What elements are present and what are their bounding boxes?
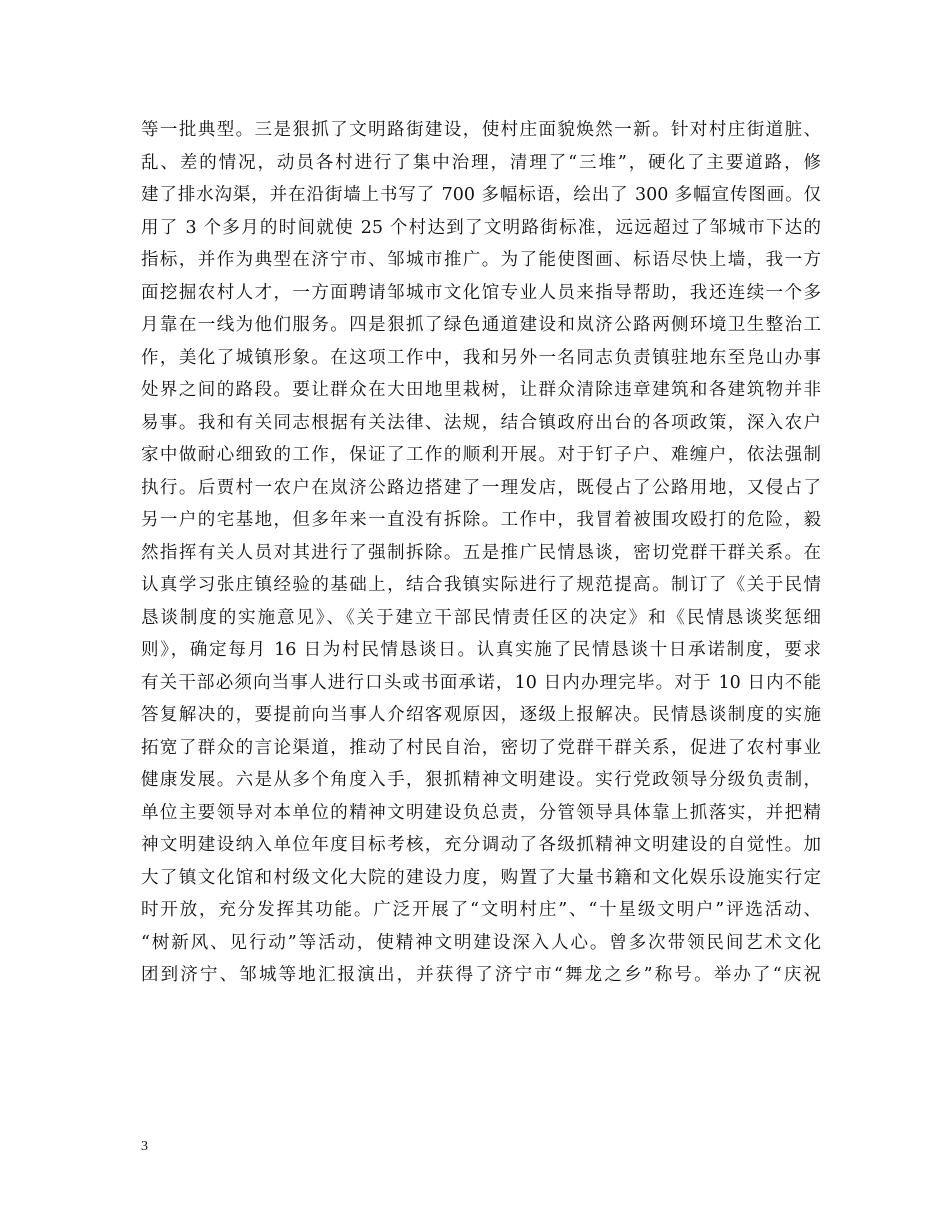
text-line: 家中做耐心细致的工作，保证了工作的顺利开展。对于钉子户、难缠户，依法强制 (141, 445, 821, 465)
text-line: 单位主要领导对本单位的精神文明建设负总责，分管领导具体靠上抓落实，并把精 (141, 802, 821, 823)
page-number: 3 (141, 1139, 148, 1154)
text-line: “树新风、见行动”等活动，使精神文明建设深入人心。曾多次带领民间艺术文化 (141, 932, 821, 953)
text-line: 作，美化了城镇形象。在这项工作中，我和另外一名同志负责镇驻地东至凫山办事 (141, 347, 821, 368)
text-line: 然指挥有关人员对其进行了强制拆除。五是推广民情恳谈，密切党群干群关系。在 (141, 542, 821, 563)
text-line: 恳谈制度的实施意见》、《关于建立干部民情责任区的决定》和《民情恳谈奖惩细 (141, 607, 821, 628)
text-line: 执行。后贾村一农户在岚济公路边搭建了一理发店，既侵占了公路用地，又侵占了 (141, 477, 821, 498)
text-line: 有关干部必须向当事人进行口头或书面承诺，10 日内办理完毕。对于 10 日内不能 (141, 672, 821, 693)
text-line: 处界之间的路段。要让群众在大田地里栽树，让群众清除违章建筑和各建筑物并非 (141, 380, 821, 400)
text-line: 答复解决的，要提前向当事人介绍客观原因，逐级上报解决。民情恳谈制度的实施 (141, 705, 821, 725)
text-line: 等一批典型。三是狠抓了文明路街建设，使村庄面貌焕然一新。针对村庄街道脏、 (141, 120, 821, 140)
text-line: 建了排水沟渠，并在沿街墙上书写了 700 多幅标语，绘出了 300 多幅宣传图画。仅 (141, 185, 821, 205)
text-line: 用了 3 个多月的时间就使 25 个村达到了文明路街标准，远远超过了邹城市下达的 (141, 217, 821, 238)
text-line: 拓宽了群众的言论渠道，推动了村民自治，密切了党群干群关系，促进了农村事业 (141, 737, 821, 758)
text-line: 则》，确定每月 16 日为村民情恳谈日。认真实施了民情恳谈十日承诺制度，要求 (141, 640, 821, 660)
text-line: 健康发展。六是从多个角度入手，狠抓精神文明建设。实行党政领导分级负责制， (141, 770, 821, 790)
text-line: 时开放，充分发挥其功能。广泛开展了“文明村庄”、“十星级文明户”评选活动、 (141, 900, 821, 920)
text-line: 另一户的宅基地，但多年来一直没有拆除。工作中，我冒着被围攻殴打的危险，毅 (141, 510, 821, 530)
text-line: 认真学习张庄镇经验的基础上，结合我镇实际进行了规范提高。制订了《关于民情 (141, 575, 821, 595)
body-paragraph (141, 114, 821, 992)
text-line: 团到济宁、邹城等地汇报演出，并获得了济宁市“舞龙之乡”称号。举办了“庆祝 (141, 965, 821, 985)
text-line: 易事。我和有关同志根据有关法律、法规，结合镇政府出台的各项政策，深入农户 (141, 412, 821, 433)
text-line: 指标，并作为典型在济宁市、邹城市推广。为了能使图画、标语尽快上墙，我一方 (141, 250, 821, 270)
text-line: 神文明建设纳入单位年度目标考核，充分调动了各级抓精神文明建设的自觉性。加 (141, 835, 821, 855)
text-line: 大了镇文化馆和村级文化大院的建设力度，购置了大量书籍和文化娱乐设施实行定 (141, 867, 821, 888)
text-line: 月靠在一线为他们服务。四是狠抓了绿色通道建设和岚济公路两侧环境卫生整治工 (141, 315, 821, 335)
text-line: 面挖掘农村人才，一方面聘请邹城市文化馆专业人员来指导帮助，我还连续一个多 (141, 282, 821, 303)
text-line: 乱、差的情况，动员各村进行了集中治理，清理了“三堆”，硬化了主要道路，修 (141, 152, 821, 173)
